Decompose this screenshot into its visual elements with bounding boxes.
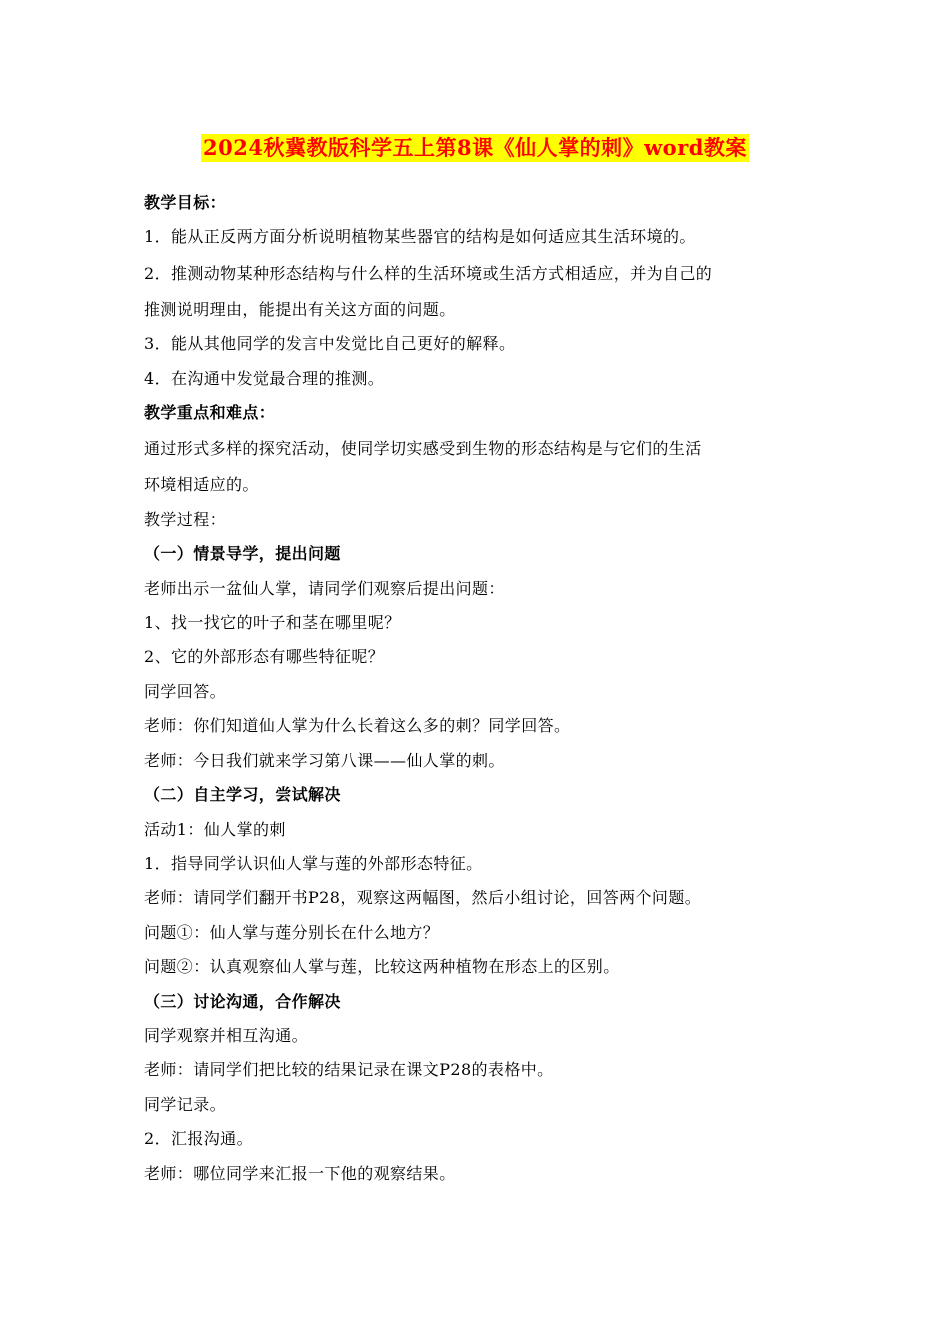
section-heading: （三）讨论沟通，合作解决 xyxy=(144,991,341,1011)
body-line: 2．推测动物某种形态结构与什么样的生活环境或生活方式相适应，并为自己的 xyxy=(144,263,713,283)
document-title: 2024秋冀教版科学五上第8课《仙人掌的刺》word教案 xyxy=(203,135,747,160)
body-line: 老师：哪位同学来汇报一下他的观察结果。 xyxy=(144,1163,456,1183)
body-line: 推测说明理由，能提出有关这方面的问题。 xyxy=(144,299,456,319)
body-line: 4．在沟通中发觉最合理的推测。 xyxy=(144,368,385,388)
body-line: 通过形式多样的探究活动，使同学切实感受到生物的形态结构是与它们的生活 xyxy=(144,439,702,459)
body-line: 问题①：仙人掌与莲分别长在什么地方？ xyxy=(144,922,440,942)
section-heading: 教学目标： xyxy=(144,193,227,212)
title-container xyxy=(0,134,950,162)
body-line: 同学回答。 xyxy=(144,681,227,701)
body-line: 2．汇报沟通。 xyxy=(144,1129,253,1149)
body-line: 老师：你们知道仙人掌为什么长着这么多的刺？同学回答。 xyxy=(144,716,571,736)
document-body xyxy=(144,186,810,1191)
body-line: 教学过程： xyxy=(144,509,227,529)
section-heading: （二）自主学习，尝试解决 xyxy=(144,785,341,805)
body-line: 老师：请同学们翻开书P28，观察这两幅图，然后小组讨论，回答两个问题。 xyxy=(144,888,702,908)
body-line: 活动1：仙人掌的刺 xyxy=(144,819,286,839)
body-line: 环境相适应的。 xyxy=(144,475,259,495)
body-line: 老师出示一盆仙人掌，请同学们观察后提出问题： xyxy=(144,578,505,598)
body-line: 1．指导同学认识仙人掌与莲的外部形态特征。 xyxy=(144,853,483,873)
section-heading: 教学重点和难点： xyxy=(144,403,276,423)
section-heading: （一）情景导学，提出问题 xyxy=(144,544,341,564)
body-line: 1．能从正反两方面分析说明植物某些器官的结构是如何适应其生活环境的。 xyxy=(144,227,696,247)
body-line: 老师：今日我们就来学习第八课——仙人掌的刺。 xyxy=(144,750,505,770)
body-line: 2、它的外部形态有哪些特征呢？ xyxy=(144,647,385,667)
body-line: 同学记录。 xyxy=(144,1094,227,1114)
body-line: 3．能从其他同学的发言中发觉比自己更好的解释。 xyxy=(144,334,516,354)
body-line: 1、找一找它的叶子和茎在哪里呢？ xyxy=(144,613,401,633)
body-line: 问题②：认真观察仙人掌与莲，比较这两种植物在形态上的区别。 xyxy=(144,957,620,977)
body-line: 老师：请同学们把比较的结果记录在课文P28的表格中。 xyxy=(144,1060,554,1080)
body-line: 同学观察并相互沟通。 xyxy=(144,1025,309,1045)
